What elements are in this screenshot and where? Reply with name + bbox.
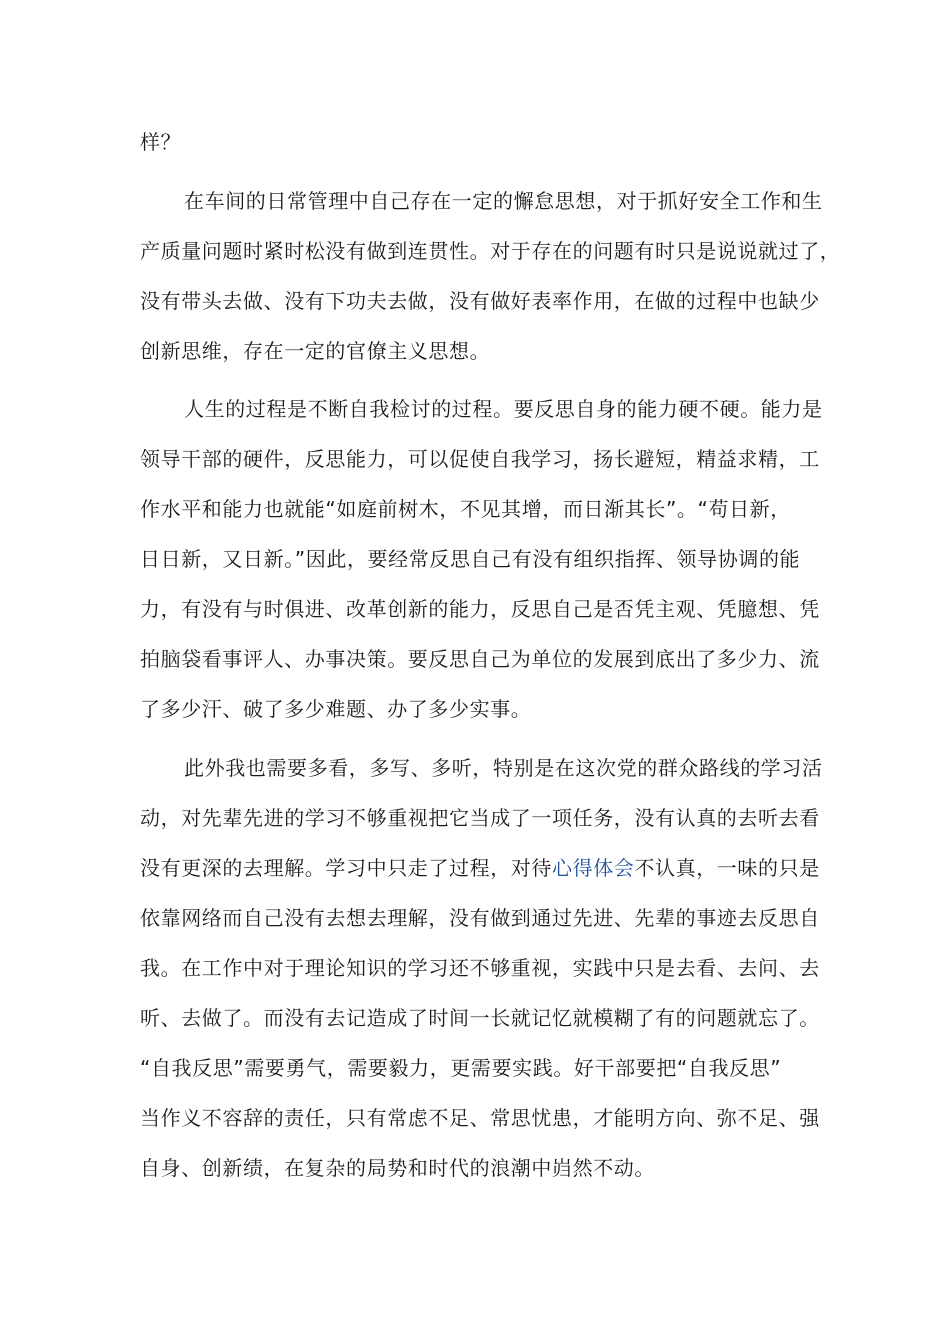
text-before-link: 没有更深的去理解。学习中只走了过程，对待 (140, 856, 552, 880)
text-line: 没有带头去做、没有下功夫去做，没有做好表率作用，在做的过程中也缺少 (140, 289, 820, 313)
paragraph-first-line: 在车间的日常管理中自己存在一定的懈怠思想，对于抓好安全工作和生 (184, 189, 823, 213)
xinde-tihui-link[interactable]: 心得体会 (552, 856, 635, 880)
text-line: 领导干部的硬件，反思能力，可以促使自我学习，扬长避短，精益求精，工 (140, 447, 820, 471)
text-line: 我。在工作中对于理论知识的学习还不够重视，实践中只是去看、去问、去 (140, 956, 820, 980)
text-line: 创新思维，存在一定的官僚主义思想。 (140, 339, 491, 363)
text-line: 听、去做了。而没有去记造成了时间一长就记忆就模糊了有的问题就忘了。 (140, 1006, 820, 1030)
text-line-with-link (140, 855, 820, 881)
text-after-link: 不认真，一味的只是 (634, 856, 820, 880)
paragraph-first-line: 此外我也需要多看，多写、多听，特别是在这次党的群众路线的学习活 (184, 756, 823, 780)
text-line: 了多少汗、破了多少难题、办了多少实事。 (140, 697, 532, 721)
text-line: 拍脑袋看事评人、办事决策。要反思自己为单位的发展到底出了多少力、流 (140, 647, 820, 671)
text-line: 当作义不容辞的责任，只有常虑不足、常思忧患，才能明方向、弥不足、强 (140, 1106, 820, 1130)
text-line: 样？ (140, 130, 182, 154)
text-line: 力，有没有与时俱进、改革创新的能力，反思自己是否凭主观、凭臆想、凭 (140, 597, 820, 621)
text-line: “自我反思”需要勇气，需要毅力，更需要实践。好干部要把“自我反思” (140, 1056, 782, 1080)
text-line: 动，对先辈先进的学习不够重视把它当成了一项任务，没有认真的去听去看 (140, 806, 820, 830)
text-line: 作水平和能力也就能“如庭前树木，不见其增，而日渐其长”。“苟日新， (140, 497, 791, 521)
text-line: 日日新，又日新。”因此，要经常反思自己有没有组织指挥、领导协调的能 (140, 547, 801, 571)
text-line: 依靠网络而自己没有去想去理解，没有做到通过先进、先辈的事迹去反思自 (140, 906, 820, 930)
paragraph-first-line: 人生的过程是不断自我检讨的过程。要反思自身的能力硬不硬。能力是 (184, 397, 823, 421)
text-line: 产质量问题时紧时松没有做到连贯性。对于存在的问题有时只是说说就过了， (140, 239, 841, 263)
text-line: 自身、创新绩，在复杂的局势和时代的浪潮中岿然不动。 (140, 1156, 655, 1180)
